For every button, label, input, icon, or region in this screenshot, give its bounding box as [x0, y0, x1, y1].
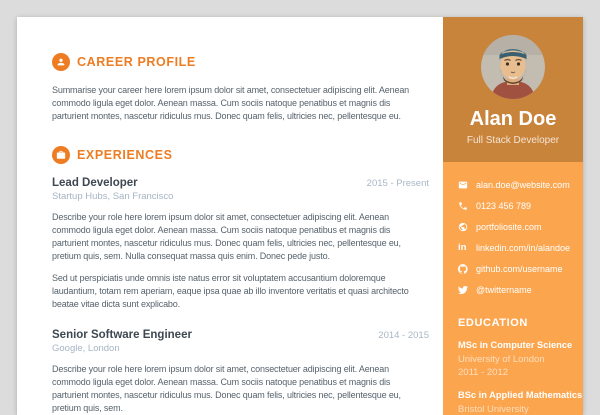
contact-website[interactable]: [458, 222, 575, 232]
contact-text: alan.doe@website.com: [476, 180, 570, 190]
profile-photo: [481, 35, 545, 99]
sidebar-body: [443, 162, 583, 415]
education-heading: EDUCATION: [458, 317, 528, 329]
contact-phone[interactable]: [458, 201, 575, 211]
sidebar: [443, 17, 583, 415]
job-company: Startup Hubs, San Francisco: [52, 191, 174, 202]
contact-email[interactable]: [458, 180, 575, 190]
job-item: [52, 177, 429, 311]
user-icon: [52, 53, 70, 71]
job-item: [52, 329, 429, 415]
career-summary: Summarise your career here lorem ipsum dolor sit amet, consectetuer adipiscing elit. Aenean commodo ligula eget dolor. Aenean massa. Cum sociis natoque penatibus et magnis dis parturient montes, nascetur ridiculus mus. Donec quam felis, ultricies nec, pellentesque eu.: [52, 85, 410, 121]
contact-text: linkedin.com/in/alandoe: [476, 243, 571, 253]
globe-icon: [458, 222, 471, 232]
resume-page: [17, 17, 583, 415]
education-item: [458, 390, 583, 415]
job-company: Google, London: [52, 343, 120, 354]
section-experiences: [52, 146, 429, 415]
career-profile-title: CAREER PROFILE: [77, 55, 196, 69]
job-title: Senior Software Engineer: [52, 329, 192, 341]
section-career-profile: [52, 53, 429, 123]
job-header: [52, 177, 429, 189]
job-title: Lead Developer: [52, 177, 138, 189]
profile-header: [443, 17, 583, 162]
contact-text: github.com/username: [476, 264, 563, 274]
job-header: [52, 329, 429, 341]
briefcase-icon: [52, 146, 70, 164]
twitter-icon: [458, 285, 471, 295]
education-degree: MSc in Computer Science: [458, 340, 573, 350]
contact-list: [458, 180, 575, 295]
contact-github[interactable]: [458, 264, 575, 274]
experiences-title: EXPERIENCES: [77, 148, 173, 162]
contact-text: @twittername: [476, 285, 532, 295]
contact-twitter[interactable]: [458, 285, 575, 295]
job-description: Sed ut perspiciatis unde omnis iste natus error sit voluptatem accusantium doloremque laudantium, totam rem aperiam, eaque ipsa quae ab illo inventore veritatis et quasi architecto beatae vitae dicta sunt explicabo.: [52, 273, 409, 309]
education-school: University of London: [458, 354, 545, 365]
job-period: 2015 - Present: [366, 178, 429, 189]
job-period: 2014 - 2015: [378, 330, 429, 341]
email-icon: [458, 180, 471, 190]
job-description: Describe your role here lorem ipsum dolor sit amet, consectetuer adipiscing elit. Aenean commodo ligula eget dolor. Aenean massa. Cum sociis natoque penatibus et magnis dis parturient montes, nascetur ridiculus mus. Donec quam felis, ultricies nec, pellentesque eu, pretium quis, sem. Nulla consequat massa quis enim. Donec pede justo.: [52, 212, 401, 261]
education-section: [458, 317, 583, 415]
phone-icon: [458, 201, 471, 211]
main-column: [17, 17, 443, 415]
experiences-heading: [52, 146, 429, 164]
job-description: Describe your role here lorem ipsum dolor sit amet, consectetuer adipiscing elit. Aenean commodo ligula eget dolor. Aenean massa. Cum sociis natoque penatibus et magnis dis parturient montes, nascetur ridiculus mus. Donec quam felis, ultricies nec, pellentesque eu, pretium quis, sem.: [52, 364, 401, 413]
education-degree: BSc in Applied Mathematics: [458, 390, 583, 400]
contact-linkedin[interactable]: [458, 243, 575, 253]
contact-text: portfoliosite.com: [476, 222, 542, 232]
career-profile-heading: [52, 53, 429, 71]
profile-name: Alan Doe: [469, 108, 557, 130]
education-period: 2011 - 2012: [458, 367, 509, 378]
profile-role: Full Stack Developer: [466, 135, 560, 146]
github-icon: [458, 264, 471, 274]
contact-text: 0123 456 789: [476, 201, 532, 211]
linkedin-icon: in: [458, 242, 467, 253]
education-school: Bristol University: [458, 404, 529, 415]
education-item: [458, 340, 575, 379]
